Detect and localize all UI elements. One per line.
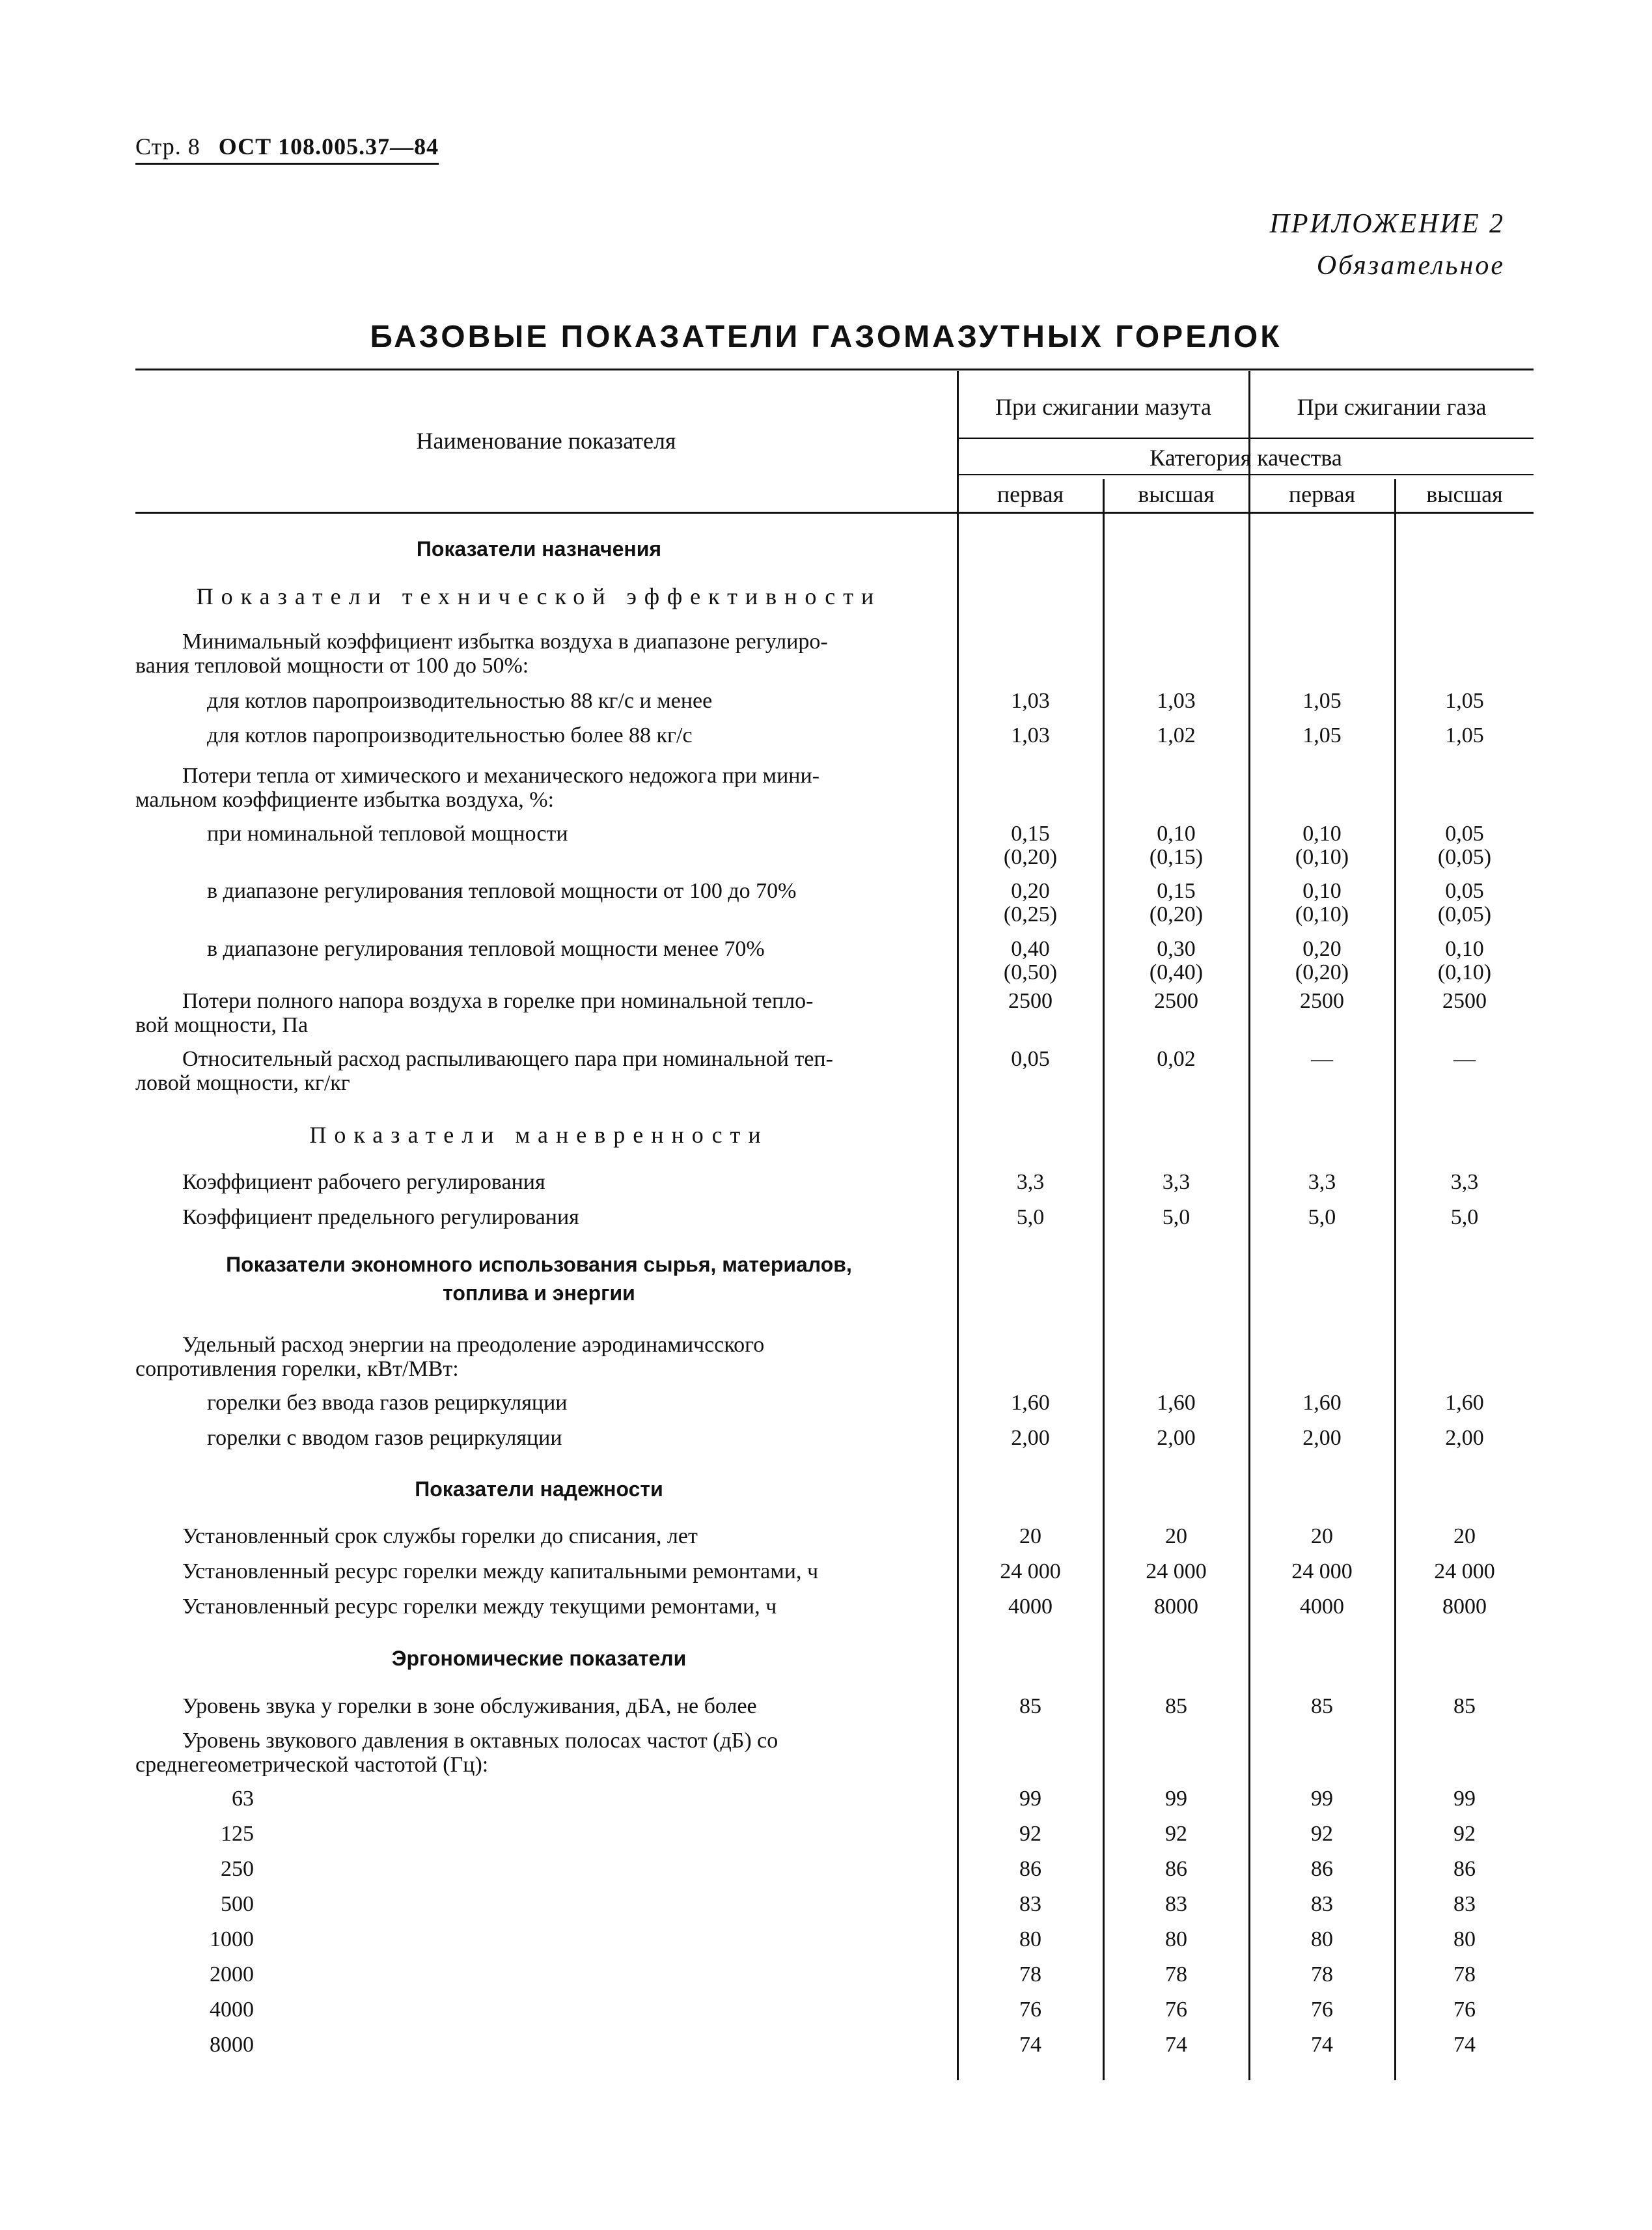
table-cell-secondary: (0,10) (1295, 902, 1349, 927)
table-cell: 83 (1019, 1892, 1041, 1916)
table-cell: 86 (1311, 1857, 1333, 1881)
table-cell: 8000 (1442, 1595, 1487, 1619)
indicator-label: Установленный срок службы горелки до списания, лет (182, 1524, 698, 1548)
table-cell: 0,10 (1157, 822, 1196, 846)
table-cell: 74 (1453, 2033, 1476, 2057)
table-cell: 20 (1311, 1524, 1333, 1548)
indicator-label: при номинальной тепловой мощности (207, 822, 568, 846)
table-cell: 76 (1019, 1998, 1041, 2022)
table-cell: 85 (1311, 1694, 1333, 1718)
table-cell: 99 (1165, 1787, 1187, 1811)
indicator-label: Коэффициент предельного регулирования (182, 1205, 579, 1229)
table-cell: 5,0 (1016, 1205, 1045, 1229)
table-cell: 83 (1453, 1892, 1476, 1916)
table-cell-secondary: (0,10) (1295, 845, 1349, 869)
indicator-label: Потери полного напора воздуха в горелке при номинальной тепло- (182, 989, 814, 1013)
table-cell: 0,30 (1157, 937, 1196, 961)
table-cell: 3,3 (1308, 1170, 1336, 1194)
table-cell: 0,15 (1011, 822, 1050, 846)
table-cell: 85 (1165, 1694, 1187, 1718)
appendix-number: ПРИЛОЖЕНИЕ 2 (1269, 209, 1505, 239)
table-cell: 78 (1019, 1962, 1041, 1986)
indicator-label: Установленный ресурс горелки между текущими ремонтами, ч (182, 1595, 777, 1619)
indicator-label: Потери тепла от химического и механического недожога при мини- (182, 764, 819, 788)
table-cell: 83 (1311, 1892, 1333, 1916)
table-cell: 92 (1311, 1822, 1333, 1846)
indicator-label: Коэффициент рабочего регулирования (182, 1170, 545, 1194)
table-cell-secondary: (0,40) (1149, 960, 1204, 984)
table-cell: 0,20 (1302, 937, 1342, 961)
table-cell: 24 000 (1291, 1559, 1353, 1583)
table-cell: 0,10 (1302, 822, 1342, 846)
table-cell: 0,05 (1445, 822, 1484, 846)
table-cell-secondary: (0,25) (1003, 902, 1058, 927)
document-code: ОСТ 108.005.37—84 (218, 133, 439, 160)
table-cell: 80 (1165, 1927, 1187, 1951)
table-cell: 74 (1019, 2033, 1041, 2057)
frequency-label: 1000 (210, 1927, 254, 1951)
table-cell: 24 000 (1434, 1559, 1495, 1583)
table-cell: 1,60 (1011, 1391, 1050, 1415)
indicator-label: Установленный ресурс горелки между капитальными ремонтами, ч (182, 1559, 819, 1583)
table-cell: 8000 (1154, 1595, 1198, 1619)
indicator-label: Уровень звукового давления в октавных полосах частот (дБ) со (182, 1729, 778, 1753)
table-cell: 99 (1019, 1787, 1041, 1811)
table-cell: 85 (1019, 1694, 1041, 1718)
table-cell: 74 (1311, 2033, 1333, 2057)
table-cell: 1,05 (1302, 689, 1342, 713)
table-cell: 20 (1165, 1524, 1187, 1548)
table-cell-secondary: (0,20) (1295, 960, 1349, 984)
indicator-label-continued: мальном коэффициенте избытка воздуха, %: (135, 788, 555, 812)
indicator-label-continued: ловой мощности, кг/кг (135, 1071, 350, 1095)
table-cell: 0,05 (1011, 1047, 1050, 1071)
table-cell: 2,00 (1157, 1426, 1196, 1450)
table-cell: 80 (1019, 1927, 1041, 1951)
indicator-label: для котлов паропроизводительностью более 88 кг/с (207, 723, 693, 747)
column-group-gas: При сжигании газа (1297, 394, 1487, 420)
frequency-label: 250 (221, 1857, 254, 1881)
table-cell: 4000 (1008, 1595, 1053, 1619)
table-cell: 1,60 (1445, 1391, 1484, 1415)
table-cell-secondary: (0,20) (1003, 845, 1058, 869)
table-cell: 20 (1019, 1524, 1041, 1548)
table-cell: 3,3 (1162, 1170, 1191, 1194)
indicator-label-continued: вания тепловой мощности от 100 до 50%: (135, 654, 529, 678)
table-cell: 78 (1311, 1962, 1333, 1986)
table-cell: 0,15 (1157, 879, 1196, 903)
table-cell: 2500 (1154, 989, 1198, 1013)
table-cell: 86 (1019, 1857, 1041, 1881)
table-cell: 2,00 (1302, 1426, 1342, 1450)
indicator-label: Минимальный коэффициент избытка воздуха в диапазоне регулиро- (182, 630, 828, 654)
table-cell: 5,0 (1450, 1205, 1479, 1229)
table-cell: 3,3 (1016, 1170, 1045, 1194)
table-cell: 1,05 (1445, 723, 1484, 747)
table-cell: 76 (1165, 1998, 1187, 2022)
table-cell: 1,03 (1011, 689, 1050, 713)
table-cell: 0,02 (1157, 1047, 1196, 1071)
table-cell: 86 (1165, 1857, 1187, 1881)
table-cell: 76 (1311, 1998, 1333, 2022)
table-cell: 2500 (1442, 989, 1487, 1013)
table-cell: 2500 (1008, 989, 1053, 1013)
table-cell: 1,05 (1302, 723, 1342, 747)
table-cell: 2,00 (1445, 1426, 1484, 1450)
table-cell: 24 000 (1000, 1559, 1061, 1583)
table-cell: 78 (1453, 1962, 1476, 1986)
table-cell: 1,60 (1157, 1391, 1196, 1415)
page-number: Стр. 8 (135, 133, 200, 160)
table-cell: 5,0 (1162, 1205, 1191, 1229)
table-cell: 1,02 (1157, 723, 1196, 747)
indicator-label: Относительный расход распыливающего пара при номинальной теп- (182, 1047, 833, 1071)
indicator-label: для котлов паропроизводительностью 88 кг/с и менее (207, 689, 713, 713)
table-cell-secondary: (0,05) (1437, 902, 1492, 927)
column-sub-gas-highest: высшая (1426, 481, 1503, 507)
indicator-label-continued: среднегеометрической частотой (Гц): (135, 1753, 489, 1777)
table-cell: 92 (1453, 1822, 1476, 1846)
table-cell-secondary: (0,15) (1149, 845, 1204, 869)
table-cell: 78 (1165, 1962, 1187, 1986)
frequency-label: 4000 (210, 1998, 254, 2022)
table-cell: 0,05 (1445, 879, 1484, 903)
section-heading-continued: топлива и энергии (443, 1281, 635, 1305)
subsection-heading: Показатели маневренности (309, 1122, 769, 1148)
table-cell: 24 000 (1146, 1559, 1207, 1583)
frequency-label: 125 (221, 1822, 254, 1846)
frequency-label: 8000 (210, 2033, 254, 2057)
column-sub-oil-highest: высшая (1138, 481, 1215, 507)
table-cell: 86 (1453, 1857, 1476, 1881)
table-cell: 85 (1453, 1694, 1476, 1718)
table-cell: 0,20 (1011, 879, 1050, 903)
table-cell: 2500 (1300, 989, 1344, 1013)
frequency-label: 2000 (210, 1962, 254, 1986)
frequency-label: 500 (221, 1892, 254, 1916)
table-cell: 0,10 (1302, 879, 1342, 903)
table-cell: 80 (1453, 1927, 1476, 1951)
section-heading: Эргономические показатели (391, 1647, 687, 1670)
table-cell: 76 (1453, 1998, 1476, 2022)
table-cell: 83 (1165, 1892, 1187, 1916)
table-cell: 1,03 (1011, 723, 1050, 747)
table-cell: 2,00 (1011, 1426, 1050, 1450)
section-heading: Показатели экономного использования сырья, материалов, (226, 1253, 852, 1276)
table-cell: 0,10 (1445, 937, 1484, 961)
table-cell: 1,05 (1445, 689, 1484, 713)
table-cell: 20 (1453, 1524, 1476, 1548)
appendix-status: Обязательное (1316, 251, 1505, 281)
table-cell-secondary: (0,50) (1003, 960, 1058, 984)
table-cell: 80 (1311, 1927, 1333, 1951)
table-cell: 3,3 (1450, 1170, 1479, 1194)
table-cell: 5,0 (1308, 1205, 1336, 1229)
column-sub-oil-first: первая (997, 481, 1064, 507)
section-heading: Показатели надежности (415, 1477, 663, 1501)
indicator-label: Уровень звука у горелки в зоне обслуживания, дБА, не более (182, 1694, 757, 1718)
table-cell: 99 (1311, 1787, 1333, 1811)
table-cell: 0,40 (1011, 937, 1050, 961)
page-title: БАЗОВЫЕ ПОКАЗАТЕЛИ ГАЗОМАЗУТНЫХ ГОРЕЛОК (370, 320, 1282, 354)
table-cell: 1,03 (1157, 689, 1196, 713)
column-group-oil: При сжигании мазута (995, 394, 1212, 420)
indicator-label: в диапазоне регулирования тепловой мощности менее 70% (207, 937, 765, 961)
column-header-name: Наименование показателя (416, 428, 676, 454)
indicator-label-continued: вой мощности, Па (135, 1013, 309, 1037)
indicator-label-continued: сопротивления горелки, кВт/МВт: (135, 1357, 459, 1381)
indicator-label: горелки без ввода газов рециркуляции (207, 1391, 568, 1415)
table-cell: 99 (1453, 1787, 1476, 1811)
section-heading: Показатели назначения (416, 537, 662, 561)
indicator-label: Удельный расход энергии на преодоление аэродинамичсского (182, 1333, 765, 1357)
table-cell-secondary: (0,20) (1149, 902, 1204, 927)
subsection-heading: Показатели технической эффективности (196, 583, 882, 609)
column-category-header: Категория качества (1150, 445, 1342, 471)
indicator-label: в диапазоне регулирования тепловой мощности от 100 до 70% (207, 879, 797, 903)
indicator-label: горелки с вводом газов рециркуляции (207, 1426, 562, 1450)
table-cell: 74 (1165, 2033, 1187, 2057)
table-cell: 92 (1019, 1822, 1041, 1846)
table-cell-secondary: (0,05) (1437, 845, 1492, 869)
frequency-label: 63 (232, 1787, 254, 1811)
table-cell: 4000 (1300, 1595, 1344, 1619)
table-cell-secondary: (0,10) (1437, 960, 1492, 984)
table-cell: 1,60 (1302, 1391, 1342, 1415)
table-cell: — (1453, 1047, 1476, 1071)
column-sub-gas-first: первая (1288, 481, 1356, 507)
table-cell: — (1311, 1047, 1333, 1071)
table-cell: 92 (1165, 1822, 1187, 1846)
